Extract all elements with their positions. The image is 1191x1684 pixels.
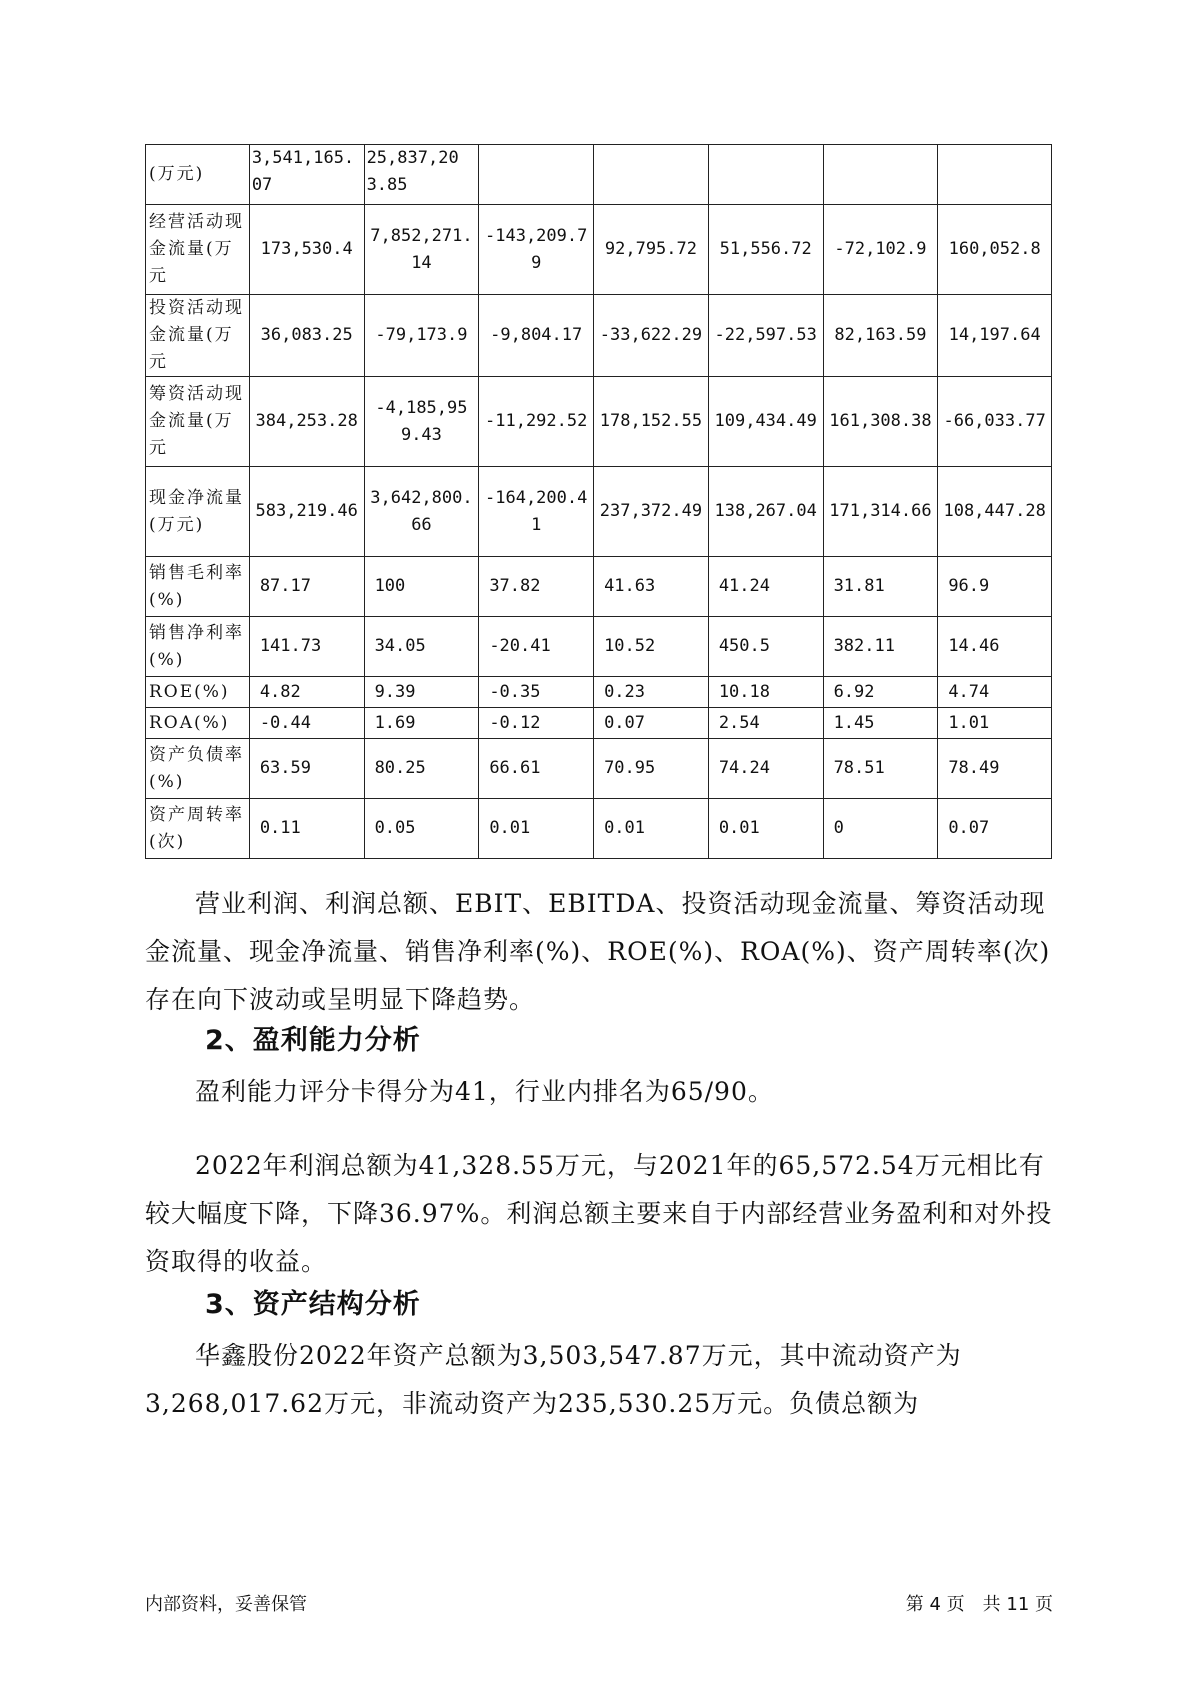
table-cell [823,145,938,205]
row-label: 销售毛利率(%) [146,557,250,617]
table-row [146,677,1052,708]
page-number: 第 4 页 共 11 页 [905,1594,1053,1615]
table-cell: 36,083.25 [249,295,364,377]
table-cell: -143,209.79 [479,205,594,295]
table-cell: -4,185,959.43 [364,377,479,467]
table-row [146,617,1052,677]
table-cell: -164,200.41 [479,467,594,557]
table-row [146,467,1052,557]
table-cell [479,145,594,205]
financial-indicators-table [145,144,1052,859]
table-cell: 41.24 [708,557,823,617]
table-cell: 9.39 [364,677,479,708]
table-cell: 0.07 [938,799,1052,859]
table-cell: -11,292.52 [479,377,594,467]
table-cell: 1.69 [364,708,479,739]
table-cell: 109,434.49 [708,377,823,467]
table-cell: 3,642,800.66 [364,467,479,557]
table-cell: 51,556.72 [708,205,823,295]
table-row [146,799,1052,859]
table-cell: 78.49 [938,739,1052,799]
table-row [146,295,1052,377]
row-label: 筹资活动现金流量(万元 [146,377,250,467]
table-cell: 4.82 [249,677,364,708]
row-label: 资产周转率(次) [146,799,250,859]
table-cell: 161,308.38 [823,377,938,467]
table-cell: 4.74 [938,677,1052,708]
table-cell: 583,219.46 [249,467,364,557]
table-cell: 41.63 [594,557,709,617]
asset-structure-paragraph: 华鑫股份2022年资产总额为3,503,547.87万元，其中流动资产为3,268,017.62万元，非流动资产为235,530.25万元。负债总额为 [145,1341,962,1418]
table-cell: 1.45 [823,708,938,739]
table-cell: 0.07 [594,708,709,739]
table-cell: 0.05 [364,799,479,859]
row-label: 经营活动现金流量(万元 [146,205,250,295]
table-cell: 237,372.49 [594,467,709,557]
table-cell: 171,314.66 [823,467,938,557]
table-cell: 1.01 [938,708,1052,739]
table-cell: 0.11 [249,799,364,859]
table-cell: 14.46 [938,617,1052,677]
table-row [146,205,1052,295]
table-cell: 96.9 [938,557,1052,617]
table-cell: 100 [364,557,479,617]
table-row [146,377,1052,467]
table-cell: 6.92 [823,677,938,708]
table-cell: 66.61 [479,739,594,799]
table-cell: 178,152.55 [594,377,709,467]
table-cell: 78.51 [823,739,938,799]
table-cell: -22,597.53 [708,295,823,377]
table-cell: 0 [823,799,938,859]
table-cell: 3,541,165.07 [249,145,364,205]
table-cell: 7,852,271.14 [364,205,479,295]
table-cell [594,145,709,205]
table-row [146,708,1052,739]
table-cell: 450.5 [708,617,823,677]
table-cell: 382.11 [823,617,938,677]
row-label: 投资活动现金流量(万元 [146,295,250,377]
table-cell: 82,163.59 [823,295,938,377]
table-cell: -72,102.9 [823,205,938,295]
table-row [146,557,1052,617]
table-cell: 80.25 [364,739,479,799]
table-cell: 0.01 [708,799,823,859]
profit-total-paragraph: 2022年利润总额为41,328.55万元，与2021年的65,572.54万元相比有较大幅度下降，下降36.97%。利润总额主要来自于内部经营业务盈利和对外投资取得的收益。 [145,1151,1053,1276]
row-label: 现金净流量(万元) [146,467,250,557]
table-cell: 87.17 [249,557,364,617]
table-cell: -66,033.77 [938,377,1052,467]
trend-paragraph: 营业利润、利润总额、EBIT、EBITDA、投资活动现金流量、筹资活动现金流量、现金净流量、销售净利率(%)、ROE(%)、ROA(%)、资产周转率(次)存在向下波动或呈明显下降趋势。 [145,889,1051,1014]
table-cell [938,145,1052,205]
table-cell: 0.01 [479,799,594,859]
table-cell: 0.23 [594,677,709,708]
table-cell: 10.52 [594,617,709,677]
table-cell: -33,622.29 [594,295,709,377]
table-cell: -20.41 [479,617,594,677]
table-cell: -0.35 [479,677,594,708]
row-label: 资产负债率(%) [146,739,250,799]
table-cell: -9,804.17 [479,295,594,377]
section-heading-asset-structure: 3、资产结构分析 [205,1289,421,1320]
confidential-note: 内部资料，妥善保管 [145,1594,307,1615]
row-label: ROA(%) [146,708,250,739]
table-cell: 63.59 [249,739,364,799]
table-cell: 34.05 [364,617,479,677]
table-cell: -79,173.9 [364,295,479,377]
table-cell: 384,253.28 [249,377,364,467]
table-cell: -0.12 [479,708,594,739]
table-row [146,739,1052,799]
table-cell: 31.81 [823,557,938,617]
table-cell: 108,447.28 [938,467,1052,557]
row-label: (万元) [146,145,250,205]
table-cell: 37.82 [479,557,594,617]
table-cell: 2.54 [708,708,823,739]
table-cell: 10.18 [708,677,823,708]
table-cell: 92,795.72 [594,205,709,295]
table-cell [708,145,823,205]
table-cell: 141.73 [249,617,364,677]
table-row [146,145,1052,205]
table-cell: 160,052.8 [938,205,1052,295]
table-cell: 70.95 [594,739,709,799]
table-cell: 25,837,203.85 [364,145,479,205]
table-cell: 74.24 [708,739,823,799]
table-cell: -0.44 [249,708,364,739]
table-cell: 173,530.4 [249,205,364,295]
table-cell: 0.01 [594,799,709,859]
row-label: ROE(%) [146,677,250,708]
table-cell: 14,197.64 [938,295,1052,377]
section-heading-profitability: 2、盈利能力分析 [205,1025,421,1056]
table-cell: 138,267.04 [708,467,823,557]
profitability-score-paragraph: 盈利能力评分卡得分为41，行业内排名为65/90。 [195,1077,774,1106]
row-label: 销售净利率(%) [146,617,250,677]
